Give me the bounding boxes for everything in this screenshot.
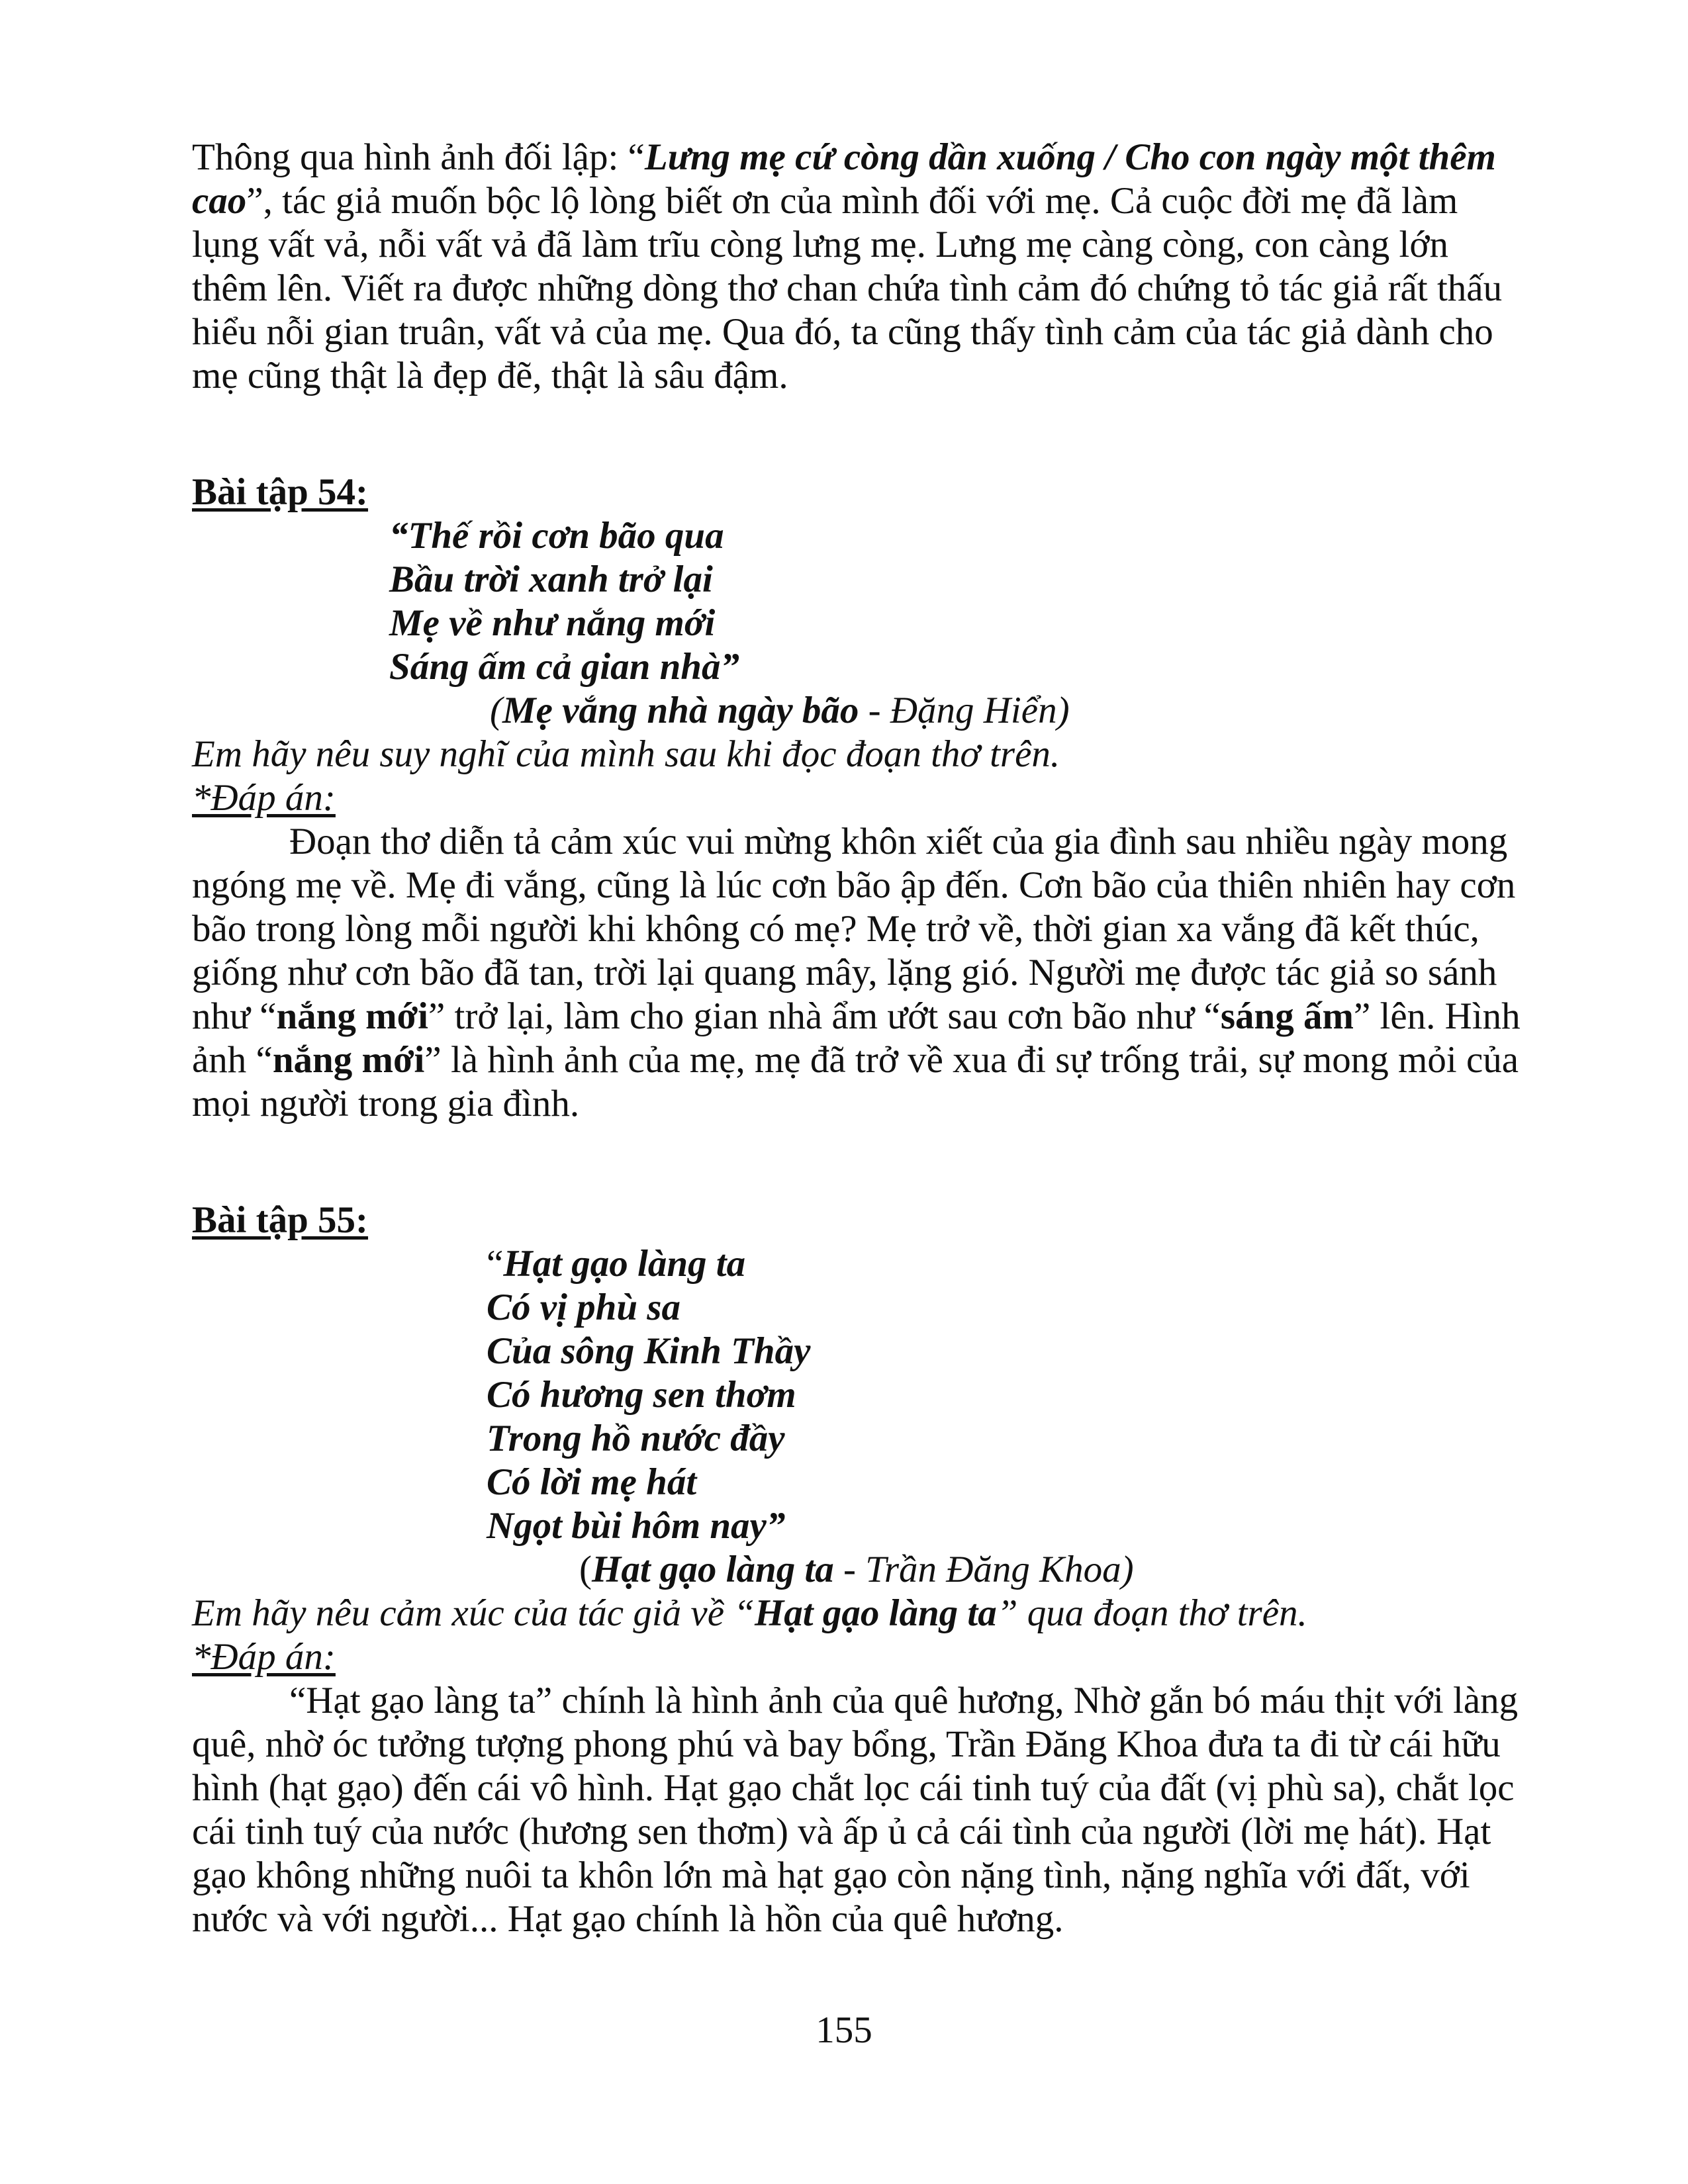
document-page <box>192 136 1529 1941</box>
intro-paragraph <box>192 136 1529 398</box>
exercise-54-answer: Đoạn thơ diễn tả cảm xúc vui mừng khôn xiết của gia đình sau nhiều ngày mong ngóng mẹ về. Mẹ đi vắng, cũng là lúc cơn bão ập đến. Cơn bão của thiên nhiên hay cơn bão trong lòng mỗi người khi không có mẹ? Mẹ trở về, thời gian xa vắng đã kết thúc, giống như cơn bão đã tan, trời lại quang mây, lặng gió. Người mẹ được tác giả so sánh như “nắng mới” trở lại, làm cho gian nhà ẩm ướt sau cơn bão như “sáng ấm” lên. Hình ảnh “nắng mới” là hình ảnh của mẹ, mẹ đã trở về xua đi sự trống trải, sự mong mỏi của mọi người trong gia đình. <box>192 821 1521 1124</box>
exercise-55-answer-label: *Đáp án: <box>192 1636 336 1678</box>
page-number: 155 <box>816 2009 872 2051</box>
exercise-54-poem <box>389 514 1529 689</box>
poem-line: Ngọt bùi hôm nay” <box>487 1505 786 1547</box>
question-title: Hạt gạo làng ta <box>754 1592 997 1634</box>
source-author: - Đặng Hiển) <box>859 690 1070 731</box>
exercise-55-question: Em hãy nêu cảm xúc của tác giả về “Hạt gạo làng ta” qua đoạn thơ trên. <box>192 1592 1307 1634</box>
exercise-55-heading: Bài tập 55: <box>192 1199 369 1241</box>
poem-line: Bầu trời xanh trở lại <box>389 559 713 600</box>
exercise-55-source: (Hạt gạo làng ta - Trần Đăng Khoa) <box>579 1549 1134 1590</box>
poem-line: Của sông Kinh Thầy <box>487 1330 811 1372</box>
exercise-54-question: Em hãy nêu suy nghĩ của mình sau khi đọc đoạn thơ trên. <box>192 733 1060 775</box>
intro-quote: Lưng mẹ cứ còng dần xuống / Cho con ngày một thêm cao <box>192 136 1496 222</box>
source-title: Mẹ vắng nhà ngày bão <box>502 690 859 731</box>
exercise-55-poem <box>487 1242 1529 1548</box>
highlight-term: nắng mới <box>272 1039 425 1081</box>
poem-line: Sáng ấm cả gian nhà” <box>389 646 739 688</box>
poem-line: Có lời mẹ hát <box>487 1461 697 1503</box>
exercise-54-source: (Mẹ vắng nhà ngày bão - Đặng Hiển) <box>490 690 1070 731</box>
source-author: - Trần Đăng Khoa) <box>833 1549 1134 1590</box>
highlight-term: sáng ấm <box>1220 995 1354 1037</box>
highlight-term: nắng mới <box>276 995 428 1037</box>
exercise-55-answer: “Hạt gạo làng ta” chính là hình ảnh của quê hương, Nhờ gắn bó máu thịt với làng quê, nhờ óc tưởng tượng phong phú và bay bổng, Trần Đăng Khoa đưa ta đi từ cái hữu hình (hạt gạo) đến cái vô hình. Hạt gạo chắt lọc cái tinh tuý của đất (vị phù sa), chắt lọc cái tinh tuý của nước (hương sen thơm) và ấp ủ cả cái tình của người (lời mẹ hát). Hạt gạo không những nuôi ta khôn lớn mà hạt gạo còn nặng tình, nặng nghĩa với đất, với nước và với người... Hạt gạo chính là hồn của quê hương. <box>192 1680 1519 1940</box>
poem-line: Có vị phù sa <box>487 1287 680 1328</box>
poem-line: Có hương sen thơm <box>487 1374 796 1416</box>
intro-lead: Thông qua hình ảnh đối lập: “ <box>192 136 645 178</box>
poem-line: “Hạt gạo làng ta <box>487 1243 746 1285</box>
intro-rest: ”, tác giả muốn bộc lộ lòng biết ơn của mình đối với mẹ. Cả cuộc đời mẹ đã làm lụng vất vả, nỗi vất vả đã làm trĩu còng lưng mẹ. Lưng mẹ càng còng, con càng lớn thêm lên. Viết ra được những dòng thơ chan chứa tình cảm đó chứng tỏ tác giả rất thấu hiểu nỗi gian truân, vất vả của mẹ. Qua đó, ta cũng thấy tình cảm của tác giả dành cho mẹ cũng thật là đẹp đẽ, thật là sâu đậm. <box>192 180 1503 396</box>
poem-line: Mẹ về như nắng mới <box>389 602 716 644</box>
exercise-54-heading: Bài tập 54: <box>192 471 369 513</box>
poem-line: “Thế rồi cơn bão qua <box>389 515 724 557</box>
exercise-54-answer-label: *Đáp án: <box>192 777 336 819</box>
source-title: Hạt gạo làng ta <box>591 1549 834 1590</box>
poem-line: Trong hồ nước đầy <box>487 1418 785 1459</box>
